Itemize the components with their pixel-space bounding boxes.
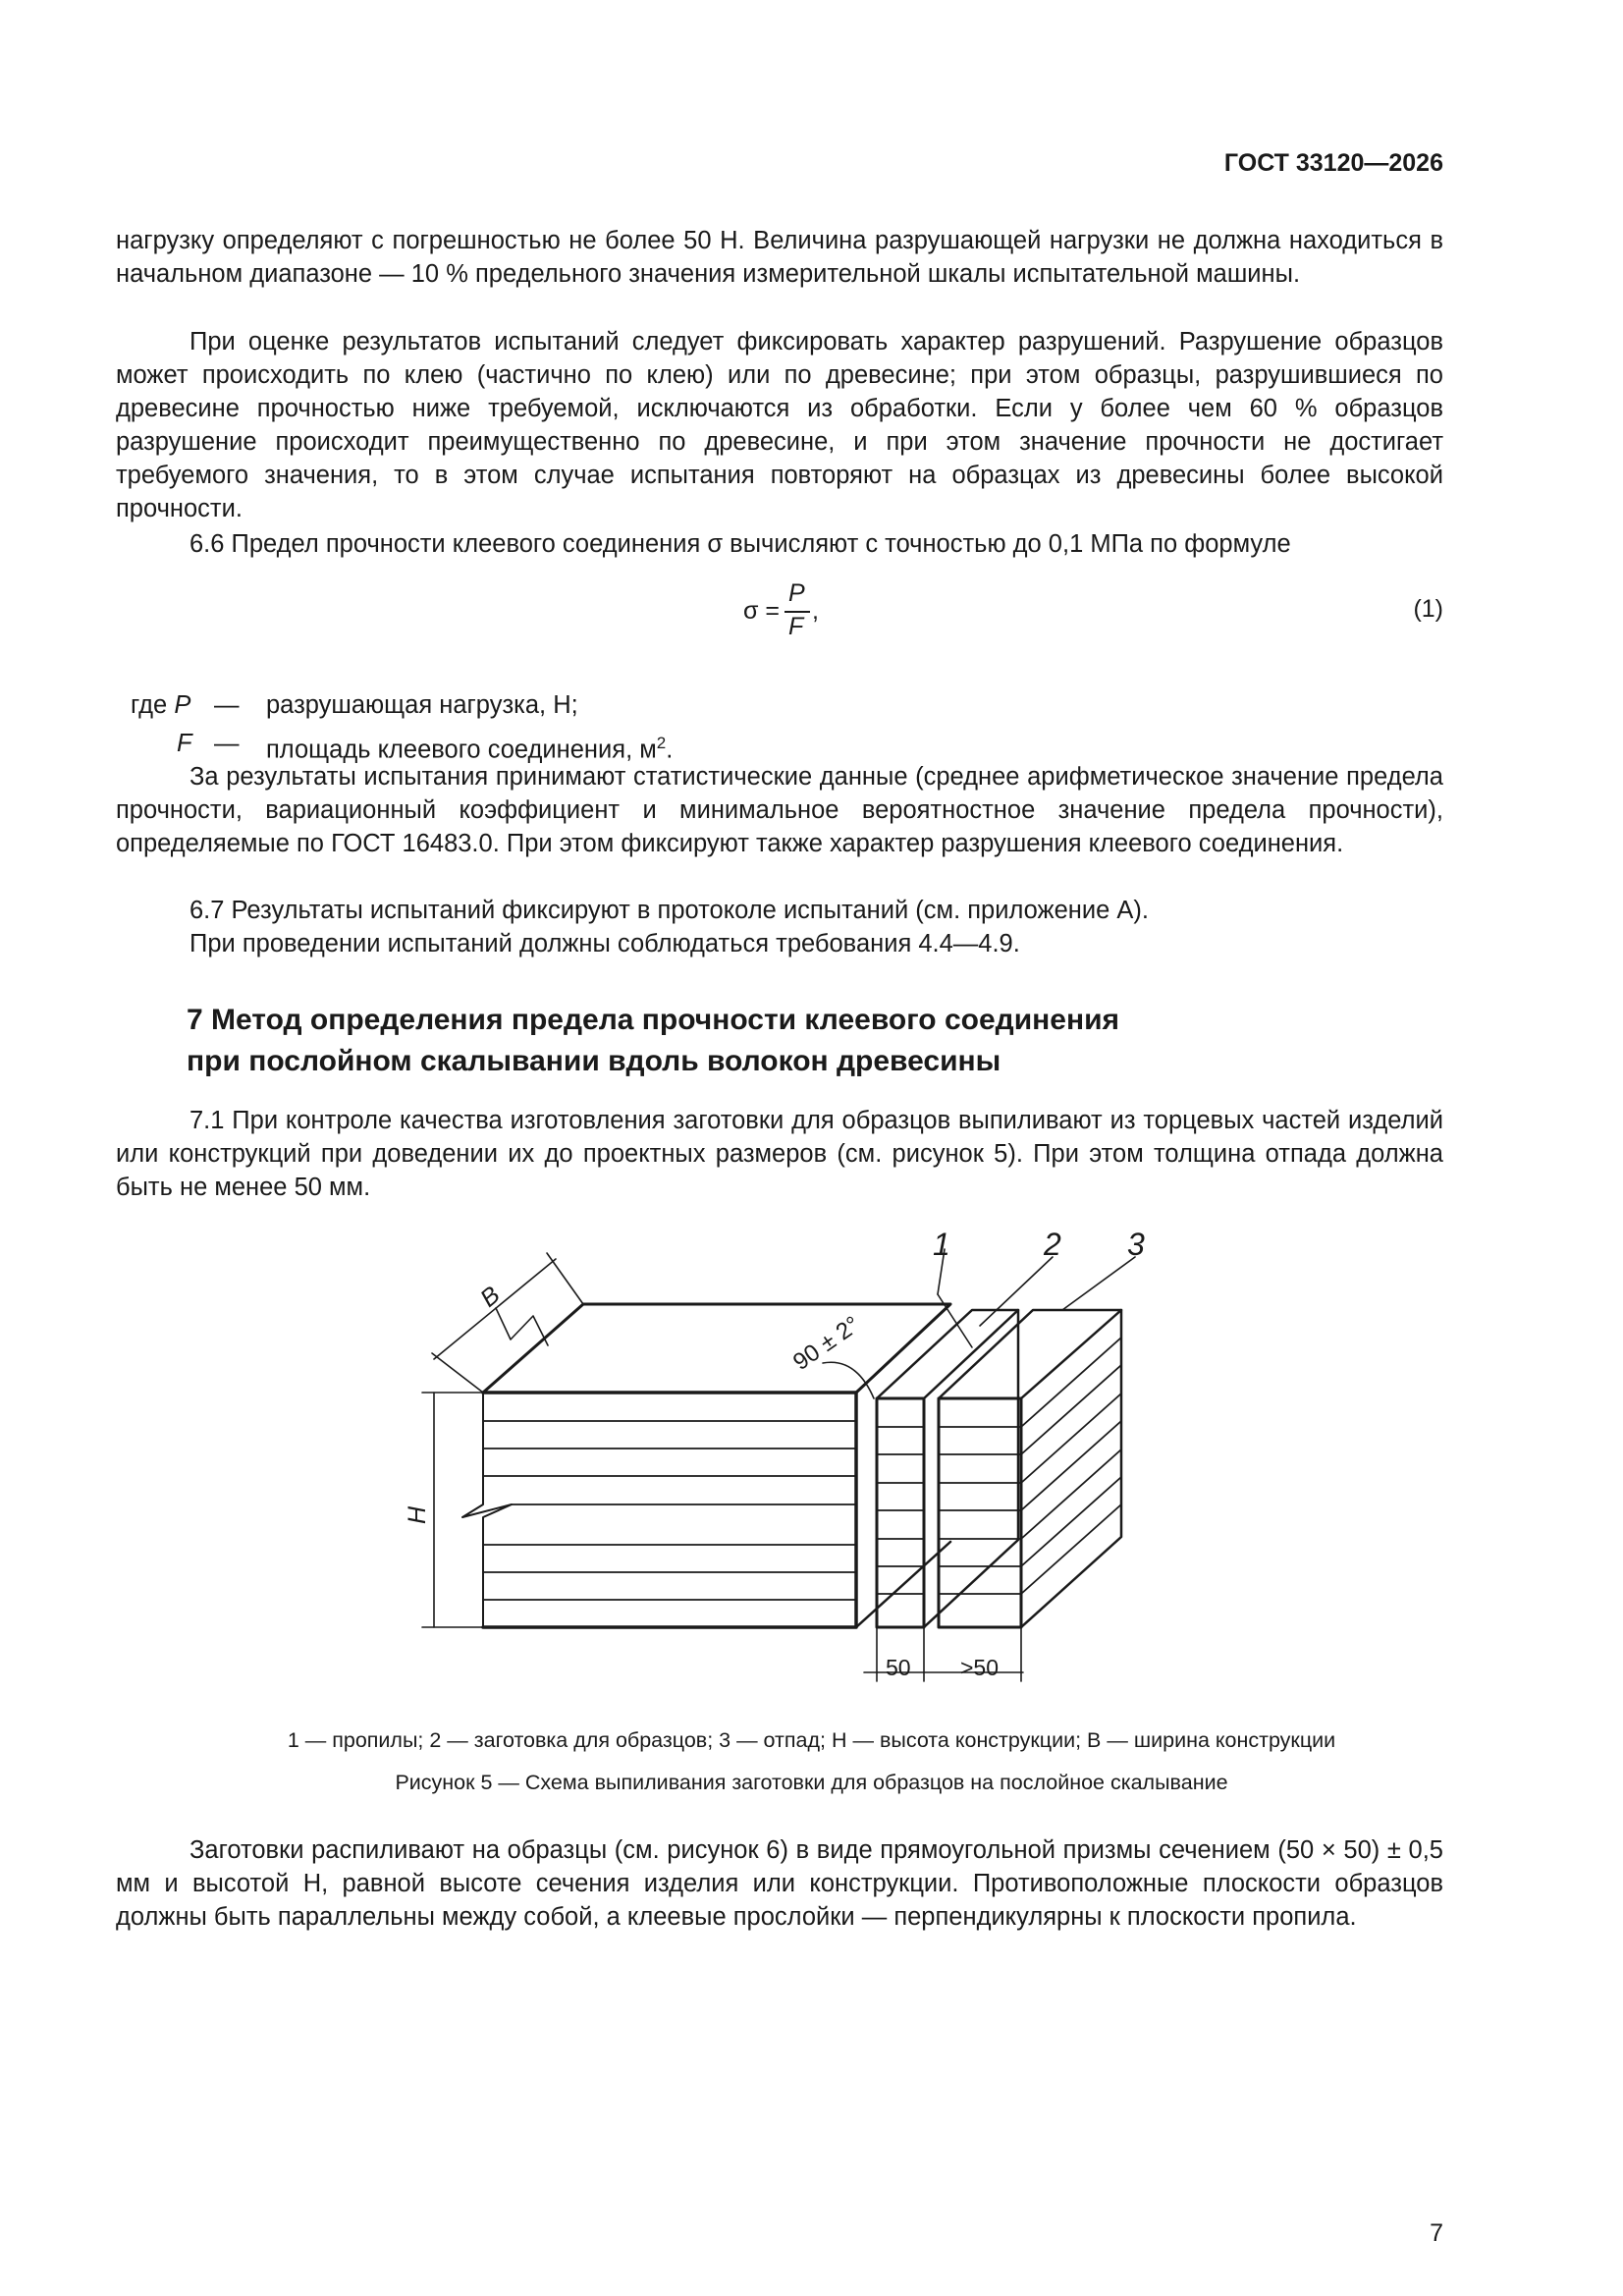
block-glue-lines xyxy=(483,1421,856,1600)
formula-lhs: σ = xyxy=(743,597,780,625)
definition-sup: 2 xyxy=(656,734,667,752)
block-front-face xyxy=(483,1393,856,1627)
label-b: B xyxy=(474,1281,506,1313)
block-top-face xyxy=(483,1304,950,1393)
definition-text-main: площадь клеевого соединения, м xyxy=(266,736,657,764)
definition-end: . xyxy=(666,736,674,764)
paragraph-load-accuracy: нагрузку определяют с погрешностью не более 50 Н. Величина разрушающей нагрузки не должна находиться в начальном диапазоне — 10 % предельного значения измерительной шкалы испытательной машины. xyxy=(116,227,1443,288)
formula-denominator: F xyxy=(788,613,804,640)
label-3: 3 xyxy=(1127,1227,1145,1262)
page-number: 7 xyxy=(1430,2219,1443,2247)
definition-symbol: F xyxy=(177,730,192,757)
figure-legend: 1 — пропилы; 2 — заготовка для образцов; 3 — отпад; H — высота конструкции; B — ширина конструкции xyxy=(287,1728,1336,1752)
waste-glue-lines xyxy=(939,1338,1121,1594)
section-title-line1: 7 Метод определения предела прочности клеевого соединения xyxy=(187,1004,1120,1036)
paragraph-6-6: 6.6 Предел прочности клеевого соединения σ вычисляют с точностью до 0,1 МПа по формуле xyxy=(189,530,1291,558)
definition-prefix: где xyxy=(131,691,168,719)
formula-number: (1) xyxy=(1413,595,1443,623)
paragraph-requirements: При проведении испытаний должны соблюдаться требования 4.4—4.9. xyxy=(189,930,1020,957)
leader-lines xyxy=(938,1249,1135,1347)
block-break-line xyxy=(462,1393,512,1627)
label-angle: 90 ± 2° xyxy=(787,1311,865,1376)
definition-text: разрушающая нагрузка, Н; xyxy=(266,691,578,719)
label-dim-gt50: >50 xyxy=(960,1655,1000,1680)
definition-dash: — xyxy=(214,691,240,719)
definition-dash: — xyxy=(214,730,240,757)
specimen-blank-front xyxy=(877,1398,924,1627)
label-2: 2 xyxy=(1044,1227,1061,1262)
label-dim-50: 50 xyxy=(886,1655,911,1680)
waste-top xyxy=(939,1310,1121,1398)
formula-trail: , xyxy=(812,597,819,625)
paragraph-fracture-evaluation: При оценке результатов испытаний следует фиксировать характер разрушений. Разрушение образцов может происходить по клею (частично по клею) или по древесине; при этом образцы, разрушившиеся по древесине прочностью ниже требуемой, исключаются из обработки. Если у более чем 60 % образцов разрушение происходит преимущественно по древесине, и при этом значение прочности не достигает требуемого значения, то в этом случае испытания повторяют на образцах из древесины более высокой прочности. xyxy=(116,328,1443,522)
specimen-blank-glue-lines xyxy=(877,1427,924,1594)
paragraph-blanks-cutting: Заготовки распиливают на образцы (см. рисунок 6) в виде прямоугольной призмы сечением (50 × 50) ± 0,5 мм и высотой H, равной высоте сечения изделия или конструкции. Противоположные плоскости образцов должны быть параллельны между собой, а клеевые прослойки — перпендикулярны к плоскости пропила. xyxy=(116,1836,1443,1931)
figure-caption: Рисунок 5 — Схема выпиливания заготовки для образцов на послойное скалывание xyxy=(395,1771,1228,1794)
document-code: ГОСТ 33120—2026 xyxy=(1223,149,1443,177)
block-side-edges xyxy=(856,1304,950,1627)
section-title-line2: при послойном скалывании вдоль волокон древесины xyxy=(187,1045,1001,1077)
paragraph-results: За результаты испытания принимают статистические данные (среднее арифметическое значение предела прочности, вариационный коэффициент и минимальное вероятностное значение предела прочности), определяемые по ГОСТ 16483.0. При этом фиксируют также характер разрушения клеевого соединения. xyxy=(116,763,1443,857)
paragraph-6-7: 6.7 Результаты испытаний фиксируют в протоколе испытаний (см. приложение А). xyxy=(189,897,1149,924)
label-h: H xyxy=(404,1505,431,1524)
formula-numerator: P xyxy=(788,579,805,607)
label-1: 1 xyxy=(933,1227,950,1262)
waste-front xyxy=(939,1398,1021,1627)
paragraph-7-1: 7.1 При контроле качества изготовления заготовки для образцов выпиливают из торцевых частей изделий или конструкций при доведении их до проектных размеров (см. рисунок 5). При этом толщина отпада должна быть не менее 50 мм. xyxy=(116,1107,1443,1201)
definition-symbol: P xyxy=(174,691,191,719)
